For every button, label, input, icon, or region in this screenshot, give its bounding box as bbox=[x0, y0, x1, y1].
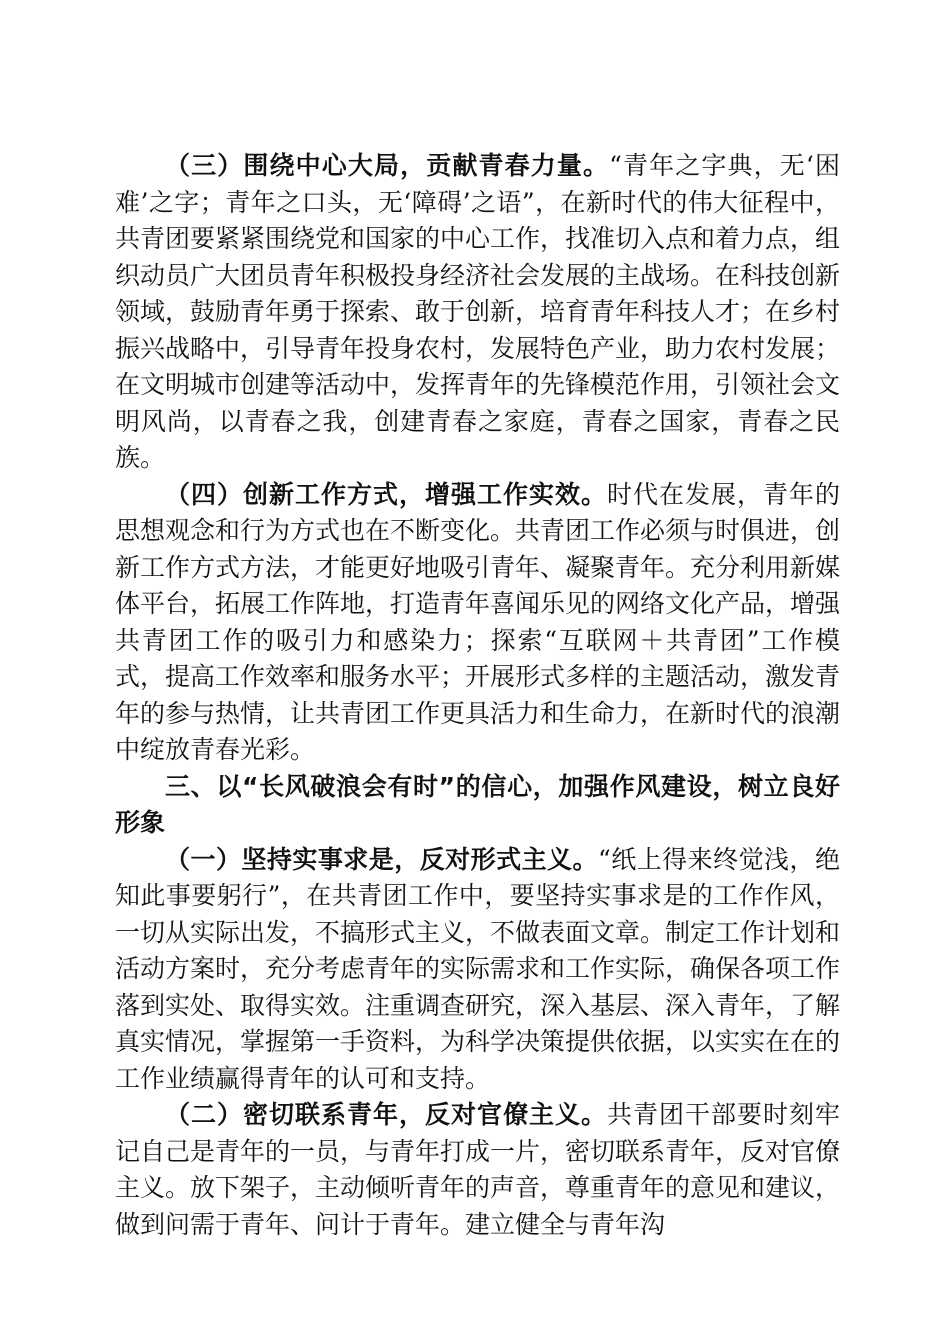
paragraph-text: 共青团干部要时刻牢记自己是青年的一员，与青年打成一片，密切联系青年，反对官僚主义。放下架子，主动倾听青年的声音，尊重青年的意见和建议，做到问需于青年、问计于青年。建立健全与青年沟 bbox=[115, 1100, 841, 1239]
paragraph-lead: （四）创新工作方式，增强工作实效。 bbox=[165, 479, 607, 509]
paragraph-lead: （一）坚持实事求是，反对形式主义。 bbox=[165, 844, 598, 874]
paragraph-section-3-1 bbox=[115, 842, 840, 1098]
section-heading-3: 三、以“长风破浪会有时”的信心，加强作风建设，树立良好形象 bbox=[115, 771, 840, 837]
paragraph-text: 时代在发展，青年的思想观念和行为方式也在不断变化。共青团工作必须与时俱进，创新工作方式方法，才能更好地吸引青年、凝聚青年。充分利用新媒体平台，拓展工作阵地，打造青年喜闻乐见的网络文化产品，增强共青团工作的吸引力和感染力；探索“互联网＋共青团”工作模式，提高工作效率和服务水平；开展形式多样的主题活动，激发青年的参与热情，让共青团工作更具活力和生命力，在新时代的浪潮中绽放青春光彩。 bbox=[115, 479, 841, 764]
paragraph-section-3-2 bbox=[115, 1097, 840, 1243]
paragraph-text: “青年之字典，无‘困难’之字；青年之口头，无‘障碍’之语”，在新时代的伟大征程中，共青团要紧紧围绕党和国家的中心工作，找准切入点和着力点，组织动员广大团员青年积极投身经济社会发展的主战场。在科技创新领域，鼓励青年勇于探索、敢于创新，培育青年科技人才；在乡村振兴战略中，引导青年投身农村，发展特色产业，助力农村发展；在文明城市创建等活动中，发挥青年的先锋模范作用，引领社会文明风尚，以青春之我，创建青春之家庭，青春之国家，青春之民族。 bbox=[115, 151, 841, 472]
paragraph-text: “纸上得来终觉浅，绝知此事要躬行”，在共青团工作中，要坚持实事求是的工作作风，一切从实际出发，不搞形式主义，不做表面文章。制定工作计划和活动方案时，充分考虑青年的实际需求和工作实际，确保各项工作落到实处、取得实效。注重调查研究，深入基层、深入青年，了解真实情况，掌握第一手资料，为科学决策提供依据，以实实在在的工作业绩赢得青年的认可和支持。 bbox=[115, 844, 841, 1093]
paragraph-section-2-4 bbox=[115, 477, 840, 769]
document-body bbox=[115, 148, 840, 1243]
paragraph-lead: （二）密切联系青年，反对官僚主义。 bbox=[165, 1100, 607, 1129]
paragraph-lead: （三）围绕中心大局，贡献青春力量。 bbox=[165, 151, 610, 180]
paragraph-section-2-3 bbox=[115, 148, 840, 477]
